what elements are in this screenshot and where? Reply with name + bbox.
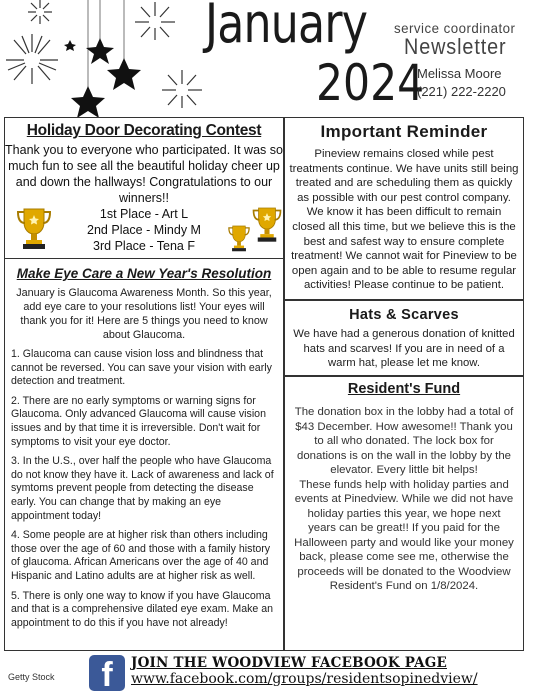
important-reminder-title: Important Reminder xyxy=(320,122,488,141)
facebook-icon[interactable]: f xyxy=(89,655,125,691)
residents-fund-section xyxy=(284,376,524,651)
important-reminder-section xyxy=(284,117,524,300)
residents-fund-title: Resident's Fund xyxy=(347,381,461,397)
image-credit: Getty Stock xyxy=(8,672,55,682)
newsletter-month-title: January xyxy=(205,0,368,55)
newsletter-year: 2024 xyxy=(316,54,425,112)
hats-scarves-section xyxy=(284,300,524,376)
eye-care-intro: January is Glaucoma Awareness Month. So this year, add eye care to your resolutions list! Your eyes will thank you for it! Here are 5 things you need to know about Glaucoma. xyxy=(16,287,272,341)
hats-scarves-body: We have had a generous donation of knitted hats and scarves! If you are in need of a warm hat, please let me know. xyxy=(293,328,515,369)
facebook-cta-heading: JOIN THE WOODVIEW FACEBOOK PAGE xyxy=(131,655,447,671)
residents-fund-body-2: These funds help with holiday parties and events at Pinedview. While we did not have holiday parties this year, we hope next years can be great!! If you paid for the Halloween party and would like your money back, please come see me, otherwise the proceeds will be donated to the Woodview Resident's Fund on 1/8/2024. xyxy=(294,478,514,592)
eye-care-title: Make Eye Care a New Year's Resolution xyxy=(16,266,272,281)
facebook-group-link[interactable]: www.facebook.com/groups/residentsopinedview/ xyxy=(131,671,478,687)
eye-care-item-4: 4. Some people are at higher risk than others including those over the age of 60 and those with a family history of glaucoma. African Americans over the age of 40 and Hispanic and Latino adults are at higher risk as well. xyxy=(11,529,271,582)
holiday-contest-body: Thank you to everyone who participated. It was so much fun to see all the beautiful holiday cheer up and down the hallways! Congratulations to our winners!! xyxy=(5,143,283,205)
holiday-contest-section xyxy=(4,117,284,259)
important-reminder-body: Pineview remains closed while pest treatments continue. We have units still being treated and are scheduling them as quickly as possible with our pest control company. We know it has been difficult to remain closed all this time, but we believe this is the best and safest way to ensure complete treatment! We cannot wait for Pineview to be open again and to be able to resume regular activities! Please continue to be patient. xyxy=(289,148,519,292)
winner-third-place: 3rd Place - Tena F xyxy=(93,239,195,253)
author-phone: (221) 222-2220 xyxy=(417,84,506,99)
winner-second-place: 2nd Place - Mindy M xyxy=(87,223,201,237)
holiday-contest-title: Holiday Door Decorating Contest xyxy=(26,122,262,139)
residents-fund-body-1: The donation box in the lobby had a total of $43 December. How awesome!! Thank you to all who donated. The lock box for donations is on the wall in the lobby by the elevator. Every little bit helps! xyxy=(294,406,514,476)
trophy-icon-large xyxy=(251,204,283,244)
author-name: Melissa Moore xyxy=(417,66,502,81)
newsletter-subtitle-newsletter: Newsletter xyxy=(404,34,507,59)
trophy-icon xyxy=(15,206,53,250)
newsletter-header xyxy=(0,0,535,118)
eye-care-section xyxy=(4,259,284,651)
eye-care-item-2: 2. There are no early symptoms or warning signs for Glaucoma. Only advanced Glaucoma will cause vision issues and by that time it is irreversible. Don't wait for symptoms to visit your eye doctor. xyxy=(11,394,266,448)
fireworks-stars-decoration xyxy=(0,0,210,118)
winner-first-place: 1st Place - Art L xyxy=(99,207,189,221)
newsletter-subtitle-service-coordinator: service coordinator xyxy=(394,20,516,36)
eye-care-item-3: 3. In the U.S., over half the people who have Glaucoma do not know they have it. Lack of awareness and lack of symtoms prevent people from detecting the disease early. You can change that by making an eye appointment today! xyxy=(11,455,274,522)
eye-care-item-5: 5. There is only one way to know if you have Glaucoma and that is a comprehensive dilated eye exam. Make an appointment to do this if you have not already! xyxy=(11,589,274,629)
hats-scarves-title: Hats & Scarves xyxy=(349,307,459,323)
eye-care-item-1: 1. Glaucoma can cause vision loss and blindness that cannot be reversed. You can save your vision with early detection and treatment. xyxy=(11,348,272,388)
trophy-icon-small xyxy=(227,224,251,252)
